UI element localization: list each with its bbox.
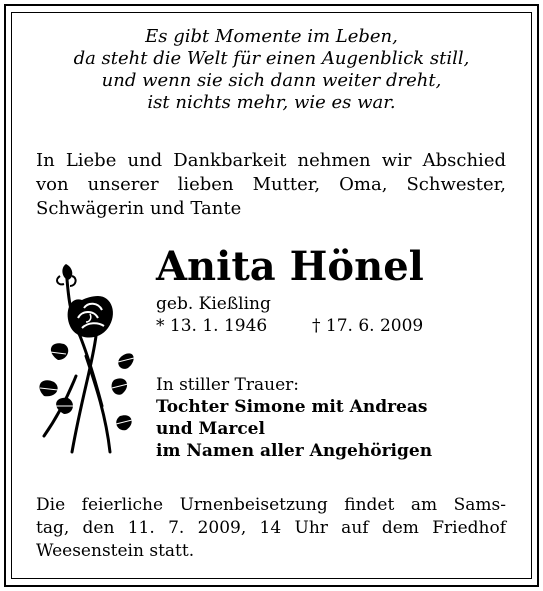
death-date: † 17. 6. 2009 xyxy=(312,316,424,336)
poem-line: ist nichts mehr, wie es war. xyxy=(147,92,396,113)
farewell-line: In Liebe und Dankbarkeit nehmen wir Abschied xyxy=(36,150,506,171)
farewell-line: von unserer lieben Mutter, Oma, Schwester, xyxy=(36,174,506,195)
poem-line: und wenn sie sich dann weiter dreht, xyxy=(101,70,442,91)
ceremony-line: Die feierliche Urnenbeisetzung findet am Sams- xyxy=(36,495,506,515)
poem xyxy=(20,26,523,114)
birth-date: * 13. 1. 1946 xyxy=(156,316,268,336)
ceremony-line: tag, den 11. 7. 2009, 14 Uhr auf dem Friedhof xyxy=(36,518,506,538)
mourner-line: und Marcel xyxy=(156,419,265,439)
rose-icon xyxy=(36,256,140,456)
mourner-line: im Namen aller Angehörigen xyxy=(156,441,433,461)
mourners-block xyxy=(156,374,432,462)
ceremony-text xyxy=(36,494,506,563)
poem-line: Es gibt Momente im Leben, xyxy=(145,26,398,47)
farewell-text xyxy=(36,149,506,221)
ceremony-line: Weesenstein statt. xyxy=(36,541,195,561)
deceased-name: Anita Hönel xyxy=(156,243,424,290)
mourner-line: Tochter Simone mit Andreas xyxy=(156,397,428,417)
farewell-line: Schwägerin und Tante xyxy=(36,198,242,219)
life-dates xyxy=(156,316,424,336)
poem-line: da steht die Welt für einen Augenblick still, xyxy=(73,48,470,69)
birth-name: geb. Kießling xyxy=(156,294,271,314)
mourning-heading: In stiller Trauer: xyxy=(156,375,299,395)
